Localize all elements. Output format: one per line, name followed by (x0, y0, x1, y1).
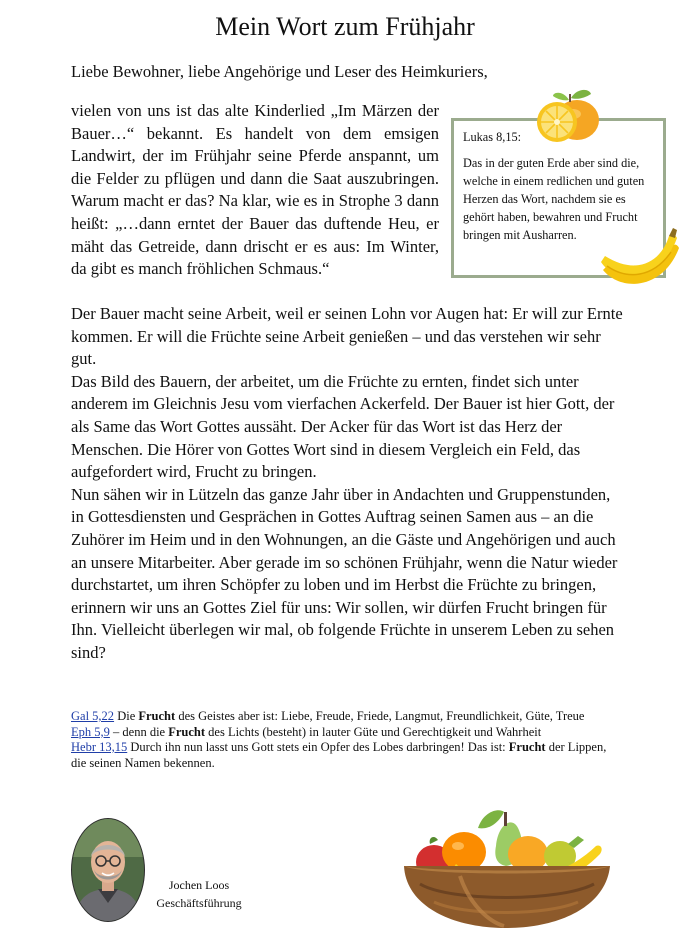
verse-item: Hebr 13,15 Durch ihn nun lasst uns Gott stets ein Opfer des Lobes darbringen! Das ist: Frucht der Lippen, die seinen Namen bekennen. (71, 740, 607, 770)
fruit-bowl-image (400, 806, 614, 930)
main-text (71, 303, 623, 665)
paragraph: Der Bauer macht seine Arbeit, weil er seinen Lohn vor Augen hat: Er will zur Ernte kommen. Er will die Früchte seine Arbeit genießen – und das verstehen wir sehr gut. (71, 304, 623, 369)
greeting: Liebe Bewohner, liebe Angehörige und Leser des Heimkuriers, (71, 62, 488, 81)
verse-item: Eph 5,9 – denn die Frucht des Lichts (besteht) in lauter Güte und Gerechtigkeit und Wahrheit (71, 724, 542, 739)
citrus-fruit-image (533, 84, 603, 146)
intro-paragraph (71, 100, 439, 281)
verse-item: Gal 5,22 Die Frucht des Geistes aber ist: Liebe, Freude, Friede, Langmut, Freundlichkeit, Güte, Treue (71, 709, 585, 723)
page-title: Mein Wort zum Frühjahr (215, 12, 475, 41)
banana-image (597, 226, 681, 292)
verse-link[interactable]: Eph 5,9 (71, 724, 110, 739)
verse-list (71, 709, 621, 771)
intro-text: vielen von uns ist das alte Kinderlied „Im Märzen der Bauer…“ bekannt. Es handelt von dem emsigen Landwirt, der im Frühjahr seine Pferde anspannt, um die Felder zu pflügen und dann die Saat auszubringen. Warum macht er das? Na klar, wie es in Strophe 3 dann heißt: „…dann erntet der Bauer das duftende Heu, er mäht das Getreide, dann drischt er es aus: Im Winter, da gibt es manch fröhlichen Schmaus.“ (71, 101, 439, 279)
verse-link[interactable]: Hebr 13,15 (71, 740, 128, 754)
quote-text: Das in der guten Erde aber sind die, welche in einem redlichen und guten Herzen das Wort, nachdem sie es gehört haben, bewahren und Frucht bringen mit Ausharren. (463, 156, 645, 242)
signature (150, 876, 248, 912)
author-role: Geschäftsführung (156, 896, 242, 910)
author-portrait (70, 817, 146, 923)
paragraph: Nun sähen wir in Lützeln das ganze Jahr über in Andachten und Gruppenstunden, in Gottesdiensten und Gesprächen in Gottes Auftrag seinen Samen aus – an die Zuhörer im Heim und in den Wohnungen, an die Gäste und Angehörigen und auch an unsere Mitarbeiter. Aber gerade im so schönen Frühjahr, wenn die Natur wieder durchstartet, um ihren Schöpfer zu loben und im Herbst die Früchte zu bringen, erinnern wir uns an Gottes Ziel für uns: Wir sollen, wir dürfen Frucht bringen für Ihn. Vielleicht überlegen wir mal, ob folgende Früchte in unserem Leben zu sehen sind? (71, 484, 618, 662)
quote-reference: Lukas 8,15: (463, 130, 522, 144)
paragraph: Das Bild des Bauern, der arbeitet, um die Früchte zu ernten, findet sich unter anderem im Gleichnis Jesu vom vierfachen Ackerfeld. Der Bauer ist hier Gott, der als Same das Wort Gottes aussäht. Der Acker für das Wort ist das Herz der Menschen. Die Hörer von Gottes Wort sind in diesem Vergleich ein Feld, das aufgefordert wird, Frucht zu bringen. (71, 371, 615, 482)
author-name: Jochen Loos (168, 878, 230, 892)
verse-link[interactable]: Gal 5,22 (71, 709, 115, 723)
